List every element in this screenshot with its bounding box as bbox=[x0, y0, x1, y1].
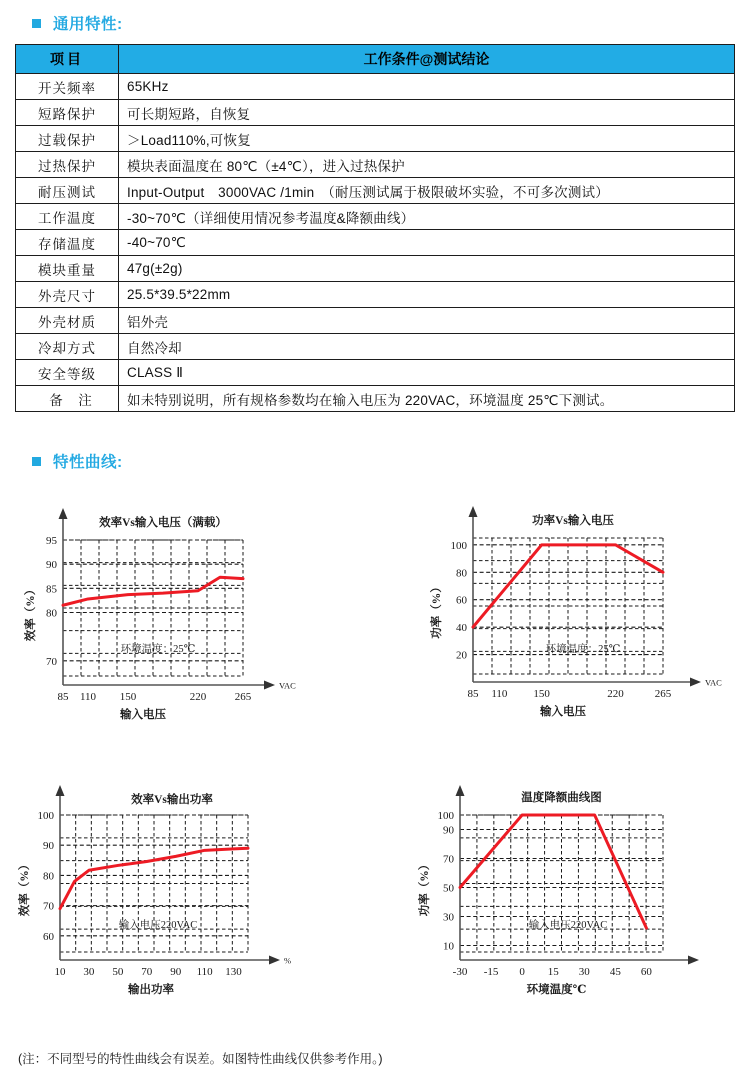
chart-svg bbox=[398, 480, 738, 730]
row-value: CLASS Ⅱ bbox=[119, 360, 735, 386]
section-heading-general bbox=[32, 12, 123, 34]
row-value: 自然冷却 bbox=[119, 334, 735, 360]
y-tick-label: 90 bbox=[43, 840, 54, 853]
y-axis-label: 效率（%） bbox=[25, 583, 37, 642]
y-tick-label: 30 bbox=[443, 911, 454, 924]
row-key: 存储温度 bbox=[16, 230, 119, 256]
x-axis-arrow-icon bbox=[269, 956, 280, 965]
y-tick-label: 80 bbox=[456, 567, 467, 580]
section-title-curves: 特性曲线: bbox=[53, 454, 123, 471]
row-value: ＞Load110%,可恢复 bbox=[119, 126, 735, 152]
data-curve bbox=[460, 815, 646, 928]
x-tick-label: 110 bbox=[79, 691, 97, 703]
table-row bbox=[16, 334, 735, 360]
row-value: 模块表面温度在 80℃（±4℃），进入过热保护 bbox=[119, 152, 735, 178]
y-axis-arrow-icon bbox=[59, 508, 68, 519]
x-tick-label: 50 bbox=[112, 966, 124, 978]
table-row bbox=[16, 308, 735, 334]
x-tick-label: 150 bbox=[533, 688, 550, 700]
row-value: -40~70℃ bbox=[119, 230, 735, 256]
square-bullet-icon bbox=[32, 19, 41, 28]
table-row bbox=[16, 204, 735, 230]
chart-title: 效率Vs输出功率 bbox=[131, 794, 213, 806]
table-row bbox=[16, 360, 735, 386]
chart-efficiency-vs-input-voltage bbox=[18, 480, 348, 730]
row-key: 开关频率 bbox=[16, 74, 119, 100]
y-tick-label: 40 bbox=[456, 622, 467, 635]
footer-note: (注：不同型号的特性曲线会有误差。如图特性曲线仅供参考作用。) bbox=[18, 1052, 383, 1066]
x-tick-label: 130 bbox=[225, 966, 242, 978]
row-key: 冷却方式 bbox=[16, 334, 119, 360]
y-tick-label: 85 bbox=[46, 583, 57, 596]
row-key: 模块重量 bbox=[16, 256, 119, 282]
x-tick-label: 45 bbox=[609, 966, 621, 978]
section-heading-curves bbox=[32, 450, 123, 472]
x-axis-arrow-icon bbox=[264, 681, 275, 690]
chart-annotation: 环境温度：25℃ bbox=[120, 644, 196, 655]
x-tick-label: 90 bbox=[170, 966, 182, 978]
y-axis-label: 效率（%） bbox=[19, 858, 31, 917]
y-tick-label: 70 bbox=[43, 900, 54, 913]
y-tick-label: 20 bbox=[456, 649, 467, 662]
table-row bbox=[16, 100, 735, 126]
table-row bbox=[16, 178, 735, 204]
x-axis-unit: VAC bbox=[705, 677, 722, 688]
row-value: 65KHz bbox=[119, 74, 735, 100]
x-tick-label: 30 bbox=[83, 966, 95, 978]
x-axis-arrow-icon bbox=[690, 678, 701, 687]
row-value: 25.5*39.5*22mm bbox=[119, 282, 735, 308]
x-tick-label: 220 bbox=[607, 688, 624, 700]
x-axis-label: 输入电压 bbox=[120, 709, 166, 721]
x-tick-label: 220 bbox=[189, 691, 207, 703]
row-key: 短路保护 bbox=[16, 100, 119, 126]
row-value: -30~70℃（详细使用情况参考温度&降额曲线） bbox=[119, 204, 735, 230]
x-tick-label: 110 bbox=[196, 966, 213, 978]
chart-annotation: 输入电压220VAC bbox=[118, 920, 198, 931]
y-tick-label: 90 bbox=[443, 824, 454, 837]
x-axis-arrow-icon bbox=[688, 956, 699, 965]
y-axis-arrow-icon bbox=[456, 785, 465, 796]
table-row bbox=[16, 74, 735, 100]
y-axis-label: 功率（%） bbox=[431, 581, 443, 639]
y-tick-label: 60 bbox=[43, 930, 54, 943]
y-gridlines bbox=[473, 545, 663, 655]
chart-annotation: 环境温度：25℃ bbox=[545, 644, 621, 655]
chart-annotation: 输入电压220VAC bbox=[528, 920, 608, 931]
x-tick-label: -30 bbox=[452, 966, 468, 978]
table-row bbox=[16, 256, 735, 282]
general-specifications-table bbox=[15, 44, 735, 412]
grid-lines bbox=[460, 815, 663, 952]
x-tick-label: 85 bbox=[57, 691, 69, 703]
y-tick-label: 60 bbox=[456, 594, 467, 607]
table-body bbox=[16, 74, 735, 412]
y-tick-label: 100 bbox=[37, 810, 54, 822]
table-header-row bbox=[16, 45, 735, 74]
x-axis-label: 环境温度℃ bbox=[526, 984, 587, 996]
table-header-condition: 工作条件@测试结论 bbox=[119, 45, 735, 74]
table-row bbox=[16, 282, 735, 308]
table-row bbox=[16, 152, 735, 178]
row-value: 铝外壳 bbox=[119, 308, 735, 334]
y-tick-label: 100 bbox=[450, 539, 467, 552]
row-key: 外壳尺寸 bbox=[16, 282, 119, 308]
chart-title: 效率Vs输入电压（满载） bbox=[99, 517, 227, 529]
chart-temperature-derating bbox=[398, 770, 738, 1020]
row-value: Input-Output 3000VAC /1min （耐压测试属于极限破坏实验，不可多次测试） bbox=[119, 178, 735, 204]
chart-title: 温度降额曲线图 bbox=[521, 792, 602, 804]
x-axis-label: 输出功率 bbox=[128, 984, 174, 996]
x-tick-label: 265 bbox=[234, 691, 252, 703]
row-value: 可长期短路，自恢复 bbox=[119, 100, 735, 126]
row-key: 过载保护 bbox=[16, 126, 119, 152]
y-tick-label: 100 bbox=[437, 810, 454, 822]
y-tick-label: 70 bbox=[443, 853, 454, 866]
grid-lines bbox=[63, 540, 243, 676]
x-axis-unit: VAC bbox=[279, 680, 296, 691]
chart-svg bbox=[8, 770, 348, 1020]
table-row bbox=[16, 230, 735, 256]
row-key: 耐压测试 bbox=[16, 178, 119, 204]
chart-svg bbox=[398, 770, 738, 1020]
x-axis-unit: % bbox=[284, 955, 292, 966]
y-axis-label: 功率（%） bbox=[419, 858, 431, 917]
characteristic-curves-group bbox=[0, 480, 750, 1025]
row-value: 如未特别说明，所有规格参数均在输入电压为 220VAC，环境温度 25℃下测试。 bbox=[119, 386, 735, 412]
x-tick-label: 15 bbox=[547, 966, 559, 978]
x-tick-label: 10 bbox=[54, 966, 66, 978]
row-key: 安全等级 bbox=[16, 360, 119, 386]
x-tick-label: 60 bbox=[640, 966, 652, 978]
y-axis-arrow-icon bbox=[56, 785, 65, 796]
table-row bbox=[16, 126, 735, 152]
row-key: 外壳材质 bbox=[16, 308, 119, 334]
table-header-item: 项目 bbox=[16, 45, 119, 74]
x-tick-label: 150 bbox=[119, 691, 137, 703]
y-tick-label: 80 bbox=[46, 607, 57, 620]
x-tick-label: 70 bbox=[141, 966, 153, 978]
square-bullet-icon bbox=[32, 457, 41, 466]
row-value: 47g(±2g) bbox=[119, 256, 735, 282]
row-key: 工作温度 bbox=[16, 204, 119, 230]
y-tick-label: 80 bbox=[43, 870, 54, 883]
grid-lines bbox=[60, 815, 248, 952]
chart-efficiency-vs-output-power bbox=[8, 770, 348, 1020]
row-key: 备 注 bbox=[16, 386, 119, 412]
x-tick-label: 0 bbox=[519, 966, 525, 978]
y-tick-label: 70 bbox=[46, 655, 57, 668]
chart-svg bbox=[18, 480, 348, 730]
y-tick-label: 90 bbox=[46, 559, 57, 572]
row-key: 过热保护 bbox=[16, 152, 119, 178]
x-tick-label: -15 bbox=[483, 966, 499, 978]
x-tick-label: 85 bbox=[467, 688, 479, 700]
y-tick-label: 50 bbox=[443, 882, 454, 895]
table-row bbox=[16, 386, 735, 412]
section-title-general: 通用特性: bbox=[53, 16, 123, 33]
chart-title: 功率Vs输入电压 bbox=[532, 515, 614, 527]
y-tick-label: 95 bbox=[46, 535, 57, 547]
y-tick-label: 10 bbox=[443, 940, 454, 953]
x-tick-label: 110 bbox=[491, 688, 508, 700]
chart-power-vs-input-voltage bbox=[398, 480, 738, 730]
x-tick-label: 30 bbox=[578, 966, 590, 978]
y-axis-arrow-icon bbox=[469, 506, 478, 517]
x-axis-label: 输入电压 bbox=[540, 706, 586, 718]
x-tick-label: 265 bbox=[654, 688, 672, 700]
